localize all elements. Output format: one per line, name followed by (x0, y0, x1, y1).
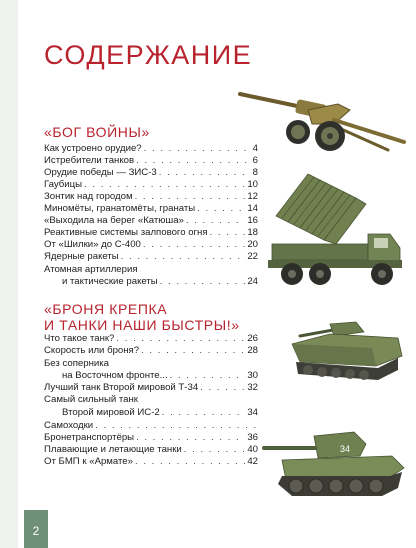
toc-entry[interactable]: Орудие победы — ЗИС-3 . . . 8 (44, 167, 258, 178)
toc-entry[interactable]: Второй мировой ИС-2 . . . 34 (62, 407, 258, 418)
toc-entry[interactable]: Ядерные ракеты . . . 22 (44, 251, 258, 262)
toc-entry[interactable]: Самый сильный танк (44, 394, 138, 405)
toc-entry[interactable]: От «Шилки» до С-400 . . . 20 (44, 239, 258, 250)
toc-entry[interactable]: Гаубицы . . . 10 (44, 179, 258, 190)
toc-entry[interactable]: Самоходки . . . (44, 420, 258, 431)
page-title: СОДЕРЖАНИЕ (44, 40, 253, 70)
toc-entry[interactable]: и тактические ракеты . . . 24 (62, 276, 258, 287)
t34-tank-image (262, 418, 408, 504)
toc-entry[interactable]: Что такое танк? . . . 26 (44, 333, 258, 344)
toc-entry[interactable]: Как устроено орудие? . . . 4 (44, 143, 258, 154)
toc-entry[interactable]: Без соперника (44, 358, 109, 369)
toc-entry[interactable]: Атомная артиллерия (44, 264, 138, 275)
toc-entry[interactable]: на Восточном фронте... . . . 30 (62, 370, 258, 381)
infantry-fighting-vehicle-image (286, 314, 406, 386)
page-number-tab (24, 510, 48, 548)
toc-entry[interactable]: Миномёты, гранатомёты, гранаты . . . 14 (44, 203, 258, 214)
toc-entry[interactable]: Реактивные системы залпового огня . . . 18 (44, 227, 258, 238)
toc-entry[interactable]: «Выходила на берег «Катюша» . . . 16 (44, 215, 258, 226)
toc-entry[interactable]: Лучший танк Второй мировой Т-34 . . . 32 (44, 382, 258, 393)
toc-entry[interactable]: Зонтик над городом . . . 12 (44, 191, 258, 202)
toc-entry[interactable]: Истребители танков . . . 6 (44, 155, 258, 166)
rocket-launcher-truck-image (268, 168, 406, 294)
artillery-gun-image (238, 80, 406, 160)
section-heading-god-of-war: «БОГ ВОЙНЫ» (44, 124, 150, 140)
page-number: 2 (32, 524, 40, 538)
toc-entry[interactable]: Скорость или броня? . . . 28 (44, 345, 258, 356)
toc-entry[interactable]: От БМП к «Армате» . . . 42 (44, 456, 258, 467)
toc-entry[interactable]: Плавающие и летающие танки . . . 40 (44, 444, 258, 455)
svg-text:34: 34 (340, 444, 351, 454)
toc-entry[interactable]: Бронетранспортёры . . . 36 (44, 432, 258, 443)
section-heading-armor: «БРОНЯ КРЕПКА И ТАНКИ НАШИ БЫСТРЫ!» (44, 301, 240, 333)
page-margin (0, 0, 18, 548)
